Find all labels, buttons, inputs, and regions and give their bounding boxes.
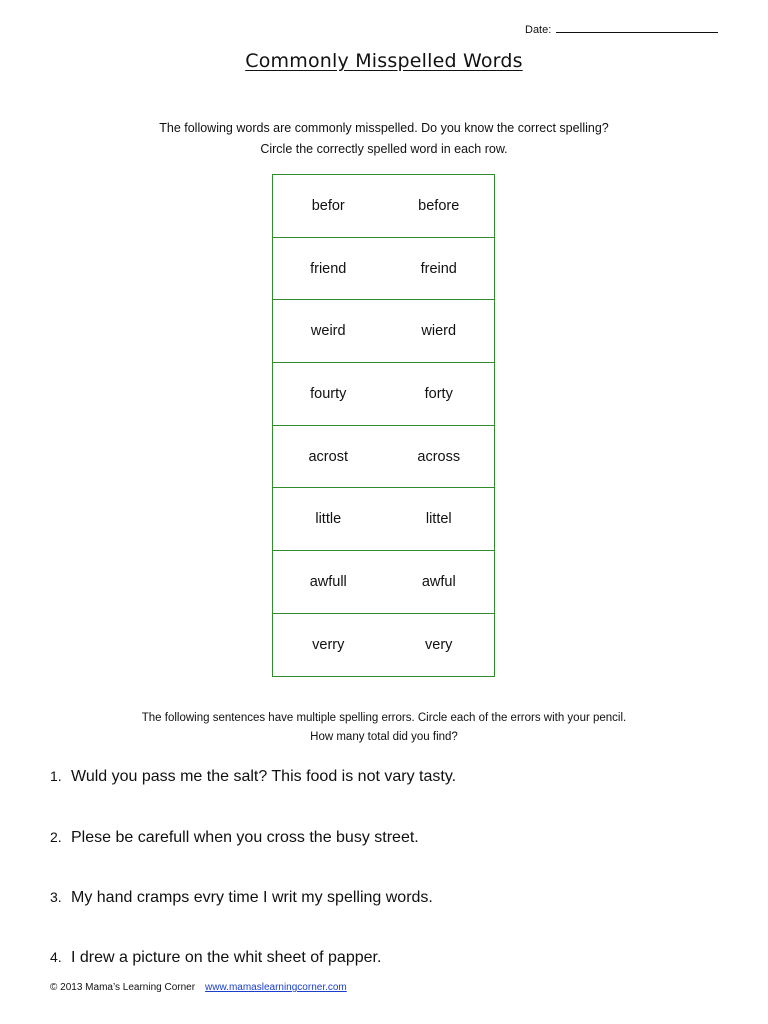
- word-option-left[interactable]: verry: [273, 613, 384, 676]
- instructions-line-1: The following sentences have multiple spelling errors. Circle each of the errors with your pencil.: [141, 712, 627, 724]
- table-row: [273, 613, 495, 676]
- table-row: [273, 300, 495, 363]
- date-blank-line[interactable]: [556, 22, 718, 33]
- word-option-right[interactable]: across: [383, 425, 494, 488]
- table-row: [273, 363, 495, 426]
- date-field: [525, 22, 718, 36]
- instructions-line-2: How many total did you find?: [310, 731, 458, 743]
- sentence-text: I drew a picture on the whit sheet of papper.: [71, 949, 382, 966]
- sentence-number: 2.: [50, 829, 62, 845]
- website-link[interactable]: www.mamaslearningcorner.com: [205, 982, 347, 993]
- word-option-right[interactable]: forty: [383, 363, 494, 426]
- word-option-right[interactable]: very: [383, 613, 494, 676]
- sentence-item[interactable]: [50, 949, 381, 967]
- word-option-left[interactable]: little: [273, 488, 384, 551]
- sentence-item[interactable]: [50, 889, 433, 907]
- word-option-right[interactable]: freind: [383, 237, 494, 300]
- word-option-left[interactable]: weird: [273, 300, 384, 363]
- sentence-text: Plese be carefull when you cross the busy street.: [71, 829, 419, 846]
- word-option-left[interactable]: awfull: [273, 551, 384, 614]
- sentence-instructions: [0, 709, 768, 747]
- page-title: Commonly Misspelled Words: [245, 50, 523, 72]
- table-row: [273, 175, 495, 238]
- date-label: Date:: [525, 24, 555, 36]
- sentence-text: Wuld you pass me the salt? This food is not vary tasty.: [71, 768, 457, 785]
- sentence-number: 1.: [50, 768, 62, 784]
- table-row: [273, 488, 495, 551]
- word-option-right[interactable]: before: [418, 197, 460, 214]
- sentence-item[interactable]: [50, 829, 419, 847]
- sentence-number: 3.: [50, 889, 62, 905]
- word-option-right[interactable]: wierd: [383, 300, 494, 363]
- word-option-left[interactable]: friend: [273, 237, 384, 300]
- intro-line-1: The following words are commonly misspelled. Do you know the correct spelling?: [159, 121, 609, 135]
- sentence-number: 4.: [50, 949, 62, 965]
- word-option-right[interactable]: awful: [383, 551, 494, 614]
- intro-line-2: Circle the correctly spelled word in each row.: [260, 142, 508, 156]
- copyright-text: © 2013 Mama’s Learning Corner: [50, 982, 196, 993]
- word-option-left[interactable]: befor: [311, 197, 345, 214]
- table-row: [273, 237, 495, 300]
- word-option-left[interactable]: acrost: [273, 425, 384, 488]
- intro-text: [0, 118, 768, 160]
- word-choice-table: [272, 174, 495, 677]
- word-option-left[interactable]: fourty: [273, 363, 384, 426]
- table-row: [273, 551, 495, 614]
- sentence-text: My hand cramps evry time I writ my spelling words.: [71, 889, 433, 906]
- word-option-right[interactable]: littel: [383, 488, 494, 551]
- sentence-item[interactable]: [50, 768, 456, 786]
- footer: [50, 982, 347, 993]
- table-row: [273, 425, 495, 488]
